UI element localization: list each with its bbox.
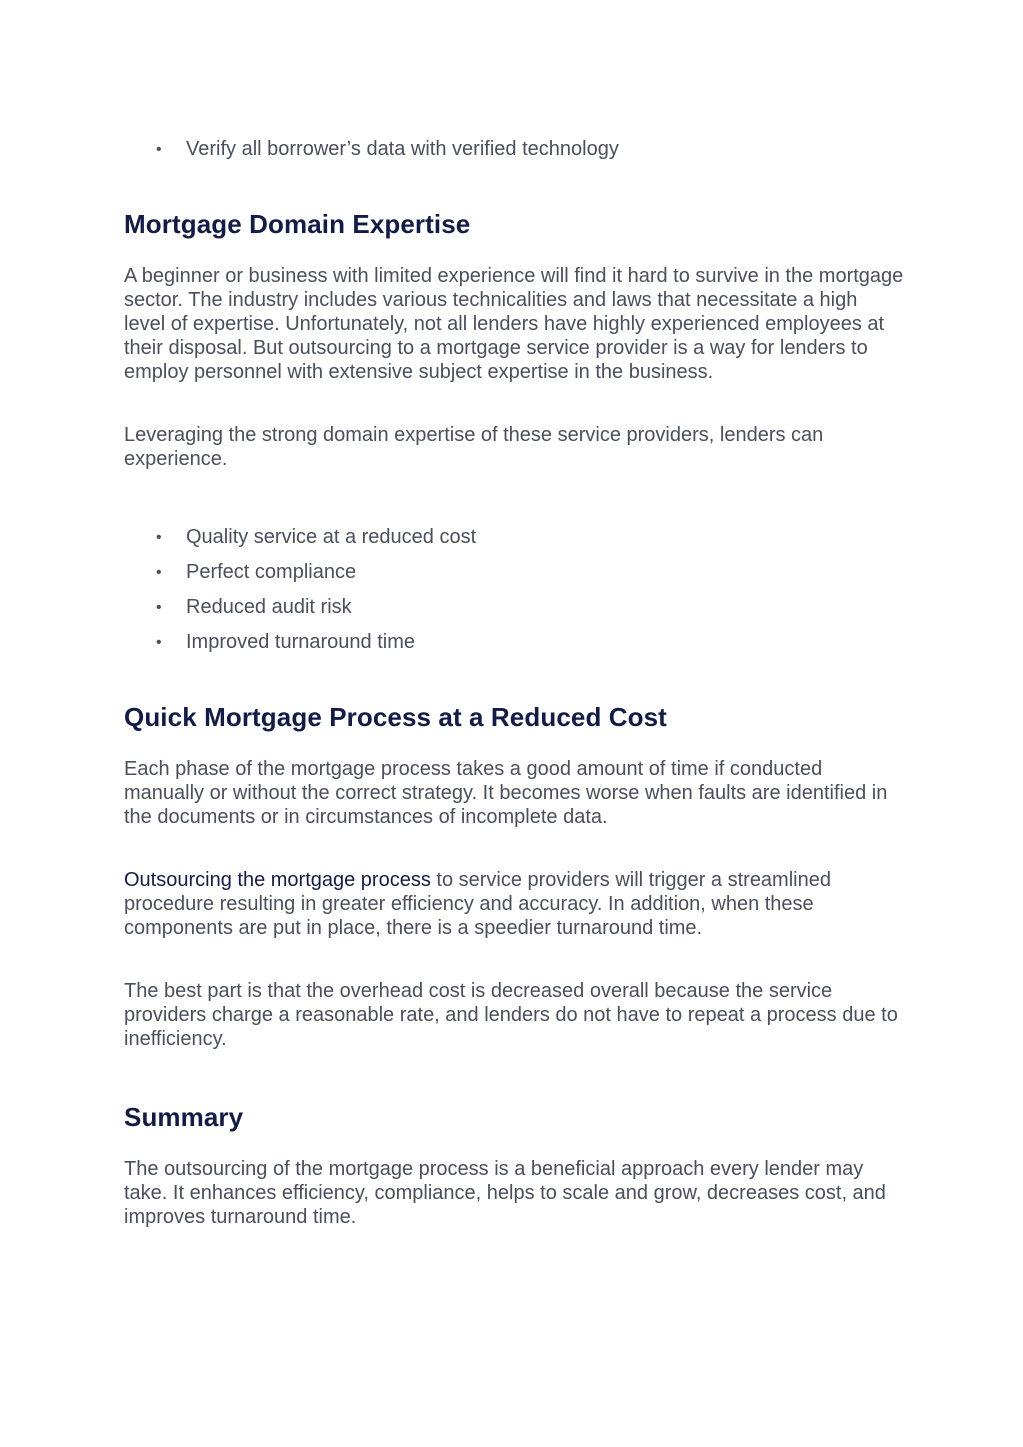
outsourcing-mortgage-process-link[interactable]: Outsourcing the mortgage process [124, 869, 431, 891]
bullet-icon: • [156, 564, 162, 581]
list-item-text: Perfect compliance [186, 561, 357, 583]
bullet-icon: • [156, 529, 162, 546]
bullet-icon: • [156, 141, 162, 158]
section-heading-domain-expertise: Mortgage Domain Expertise [124, 209, 471, 239]
paragraph: Each phase of the mortgage process takes a good amount of time if conducted manually or without the correct strategy. It becomes worse when faults are identified in the documents or in circumstances of incomplete data. [124, 758, 888, 828]
list-item-text: Reduced audit risk [186, 596, 352, 618]
list-item [124, 555, 904, 590]
paragraph: Leveraging the strong domain expertise of these service providers, lenders can experience. [124, 424, 824, 470]
list-item-text: Quality service at a reduced cost [186, 526, 477, 548]
paragraph: The outsourcing of the mortgage process is a beneficial approach every lender may take. It enhances efficiency, compliance, helps to scale and grow, decreases cost, and improves turnaround time. [124, 1158, 886, 1228]
paragraph: The best part is that the overhead cost is decreased overall because the service providers charge a reasonable rate, and lenders do not have to repeat a process due to inefficiency. [124, 980, 898, 1050]
list-item [124, 625, 904, 660]
list-item [124, 590, 904, 625]
paragraph: A beginner or business with limited experience will find it hard to survive in the mortgage sector. The industry includes various technicalities and laws that necessitate a high level of expertise. Unfortunately, not all lenders have highly experienced employees at their disposal. But outsourcing to a mortgage service provider is a way for lenders to employ personnel with extensive subject expertise in the business. [124, 265, 904, 383]
bullet-icon: • [156, 599, 162, 616]
benefits-bullet-list [124, 520, 904, 660]
list-item-text: Improved turnaround time [186, 631, 416, 653]
list-item [124, 132, 904, 167]
intro-bullet-list [124, 132, 904, 167]
paragraph [124, 868, 904, 940]
list-item-text: Verify all borrower’s data with verified technology [186, 138, 619, 160]
paragraph-text: to service providers will trigger a streamlined procedure resulting in greater efficiency and accuracy. In addition, when these components are put in place, there is a speedier turnaround time. [124, 869, 831, 939]
bullet-icon: • [156, 634, 162, 651]
document-content [124, 132, 904, 1229]
list-item [124, 520, 904, 555]
section-heading-quick-process: Quick Mortgage Process at a Reduced Cost [124, 702, 667, 732]
section-heading-summary: Summary [124, 1102, 244, 1132]
